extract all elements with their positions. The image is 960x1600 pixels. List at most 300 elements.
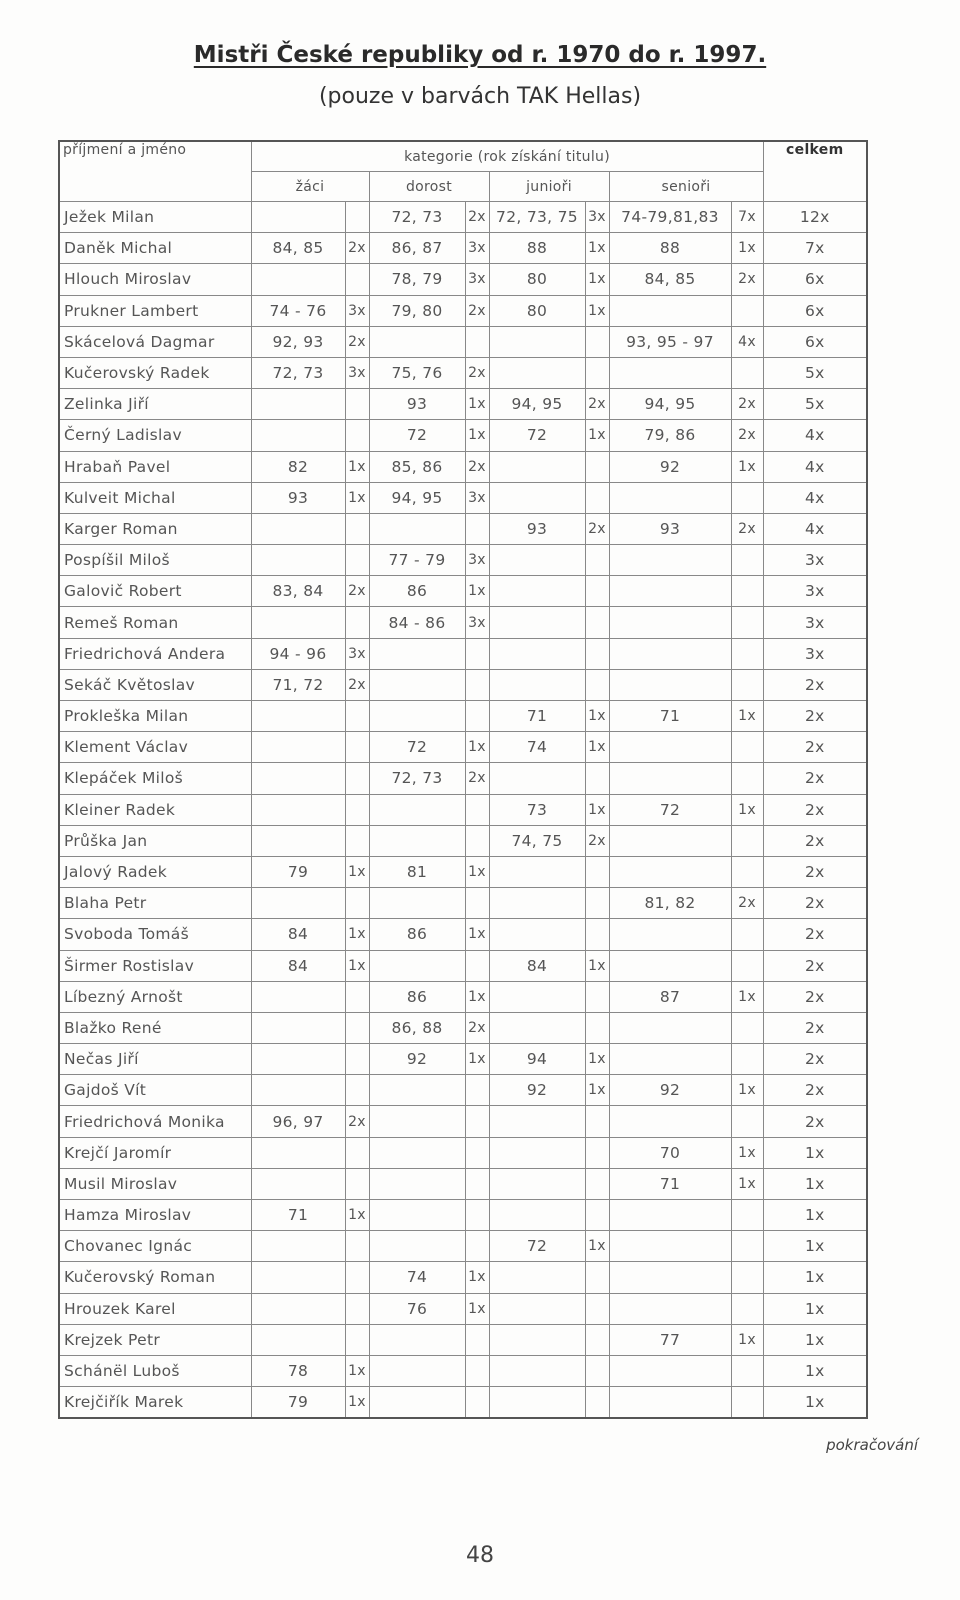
cell-dorost-years [369, 638, 465, 669]
cell-juniori-count: 1x [585, 1231, 609, 1262]
cell-total: 6x [763, 326, 867, 357]
cell-name: Skácelová Dagmar [59, 326, 251, 357]
cell-total: 2x [763, 1075, 867, 1106]
table-row [59, 1324, 867, 1355]
cell-name: Pospíšil Miloš [59, 545, 251, 576]
cell-seniori-count [731, 1231, 763, 1262]
cell-name: Kučerovský Radek [59, 357, 251, 388]
cell-juniori-years [489, 1355, 585, 1386]
cell-total: 2x [763, 1044, 867, 1075]
cell-juniori-years: 73 [489, 794, 585, 825]
cell-total: 1x [763, 1137, 867, 1168]
cell-dorost-count: 1x [465, 856, 489, 887]
cell-total: 2x [763, 919, 867, 950]
cell-seniori-years: 87 [609, 981, 731, 1012]
header-total: celkem [763, 141, 867, 202]
cell-zaci-count: 2x [345, 1106, 369, 1137]
table-row [59, 1355, 867, 1386]
cell-zaci-count: 1x [345, 482, 369, 513]
cell-juniori-count: 1x [585, 1044, 609, 1075]
cell-dorost-years: 86 [369, 576, 465, 607]
cell-seniori-count [731, 607, 763, 638]
cell-total: 2x [763, 825, 867, 856]
cell-seniori-years: 81, 82 [609, 888, 731, 919]
cell-seniori-count: 1x [731, 233, 763, 264]
cell-juniori-years [489, 576, 585, 607]
cell-juniori-count [585, 1293, 609, 1324]
cell-seniori-count [731, 856, 763, 887]
cell-total: 1x [763, 1293, 867, 1324]
cell-zaci-years [251, 981, 345, 1012]
table-row [59, 919, 867, 950]
cell-zaci-count [345, 1262, 369, 1293]
table-row [59, 513, 867, 544]
cell-juniori-years [489, 1293, 585, 1324]
cell-juniori-count: 1x [585, 264, 609, 295]
table-row [59, 1044, 867, 1075]
cell-zaci-count [345, 1075, 369, 1106]
cell-dorost-count: 3x [465, 264, 489, 295]
cell-seniori-years [609, 638, 731, 669]
cell-name: Zelinka Jiří [59, 389, 251, 420]
table-row [59, 295, 867, 326]
cell-juniori-count [585, 638, 609, 669]
cell-zaci-count [345, 545, 369, 576]
champions-table [58, 140, 868, 1419]
cell-zaci-years: 84, 85 [251, 233, 345, 264]
cell-total: 2x [763, 856, 867, 887]
cell-dorost-count: 3x [465, 233, 489, 264]
cell-zaci-count: 1x [345, 1200, 369, 1231]
cell-zaci-count [345, 513, 369, 544]
cell-juniori-count: 2x [585, 825, 609, 856]
cell-zaci-years: 71 [251, 1200, 345, 1231]
cell-dorost-count [465, 1106, 489, 1137]
cell-name: Klepáček Miloš [59, 763, 251, 794]
cell-seniori-count [731, 950, 763, 981]
cell-seniori-years [609, 1044, 731, 1075]
cell-seniori-years [609, 856, 731, 887]
cell-seniori-years [609, 919, 731, 950]
cell-juniori-count [585, 763, 609, 794]
table-row [59, 545, 867, 576]
cell-zaci-years [251, 1012, 345, 1043]
cell-zaci-count [345, 1137, 369, 1168]
cell-juniori-count [585, 1355, 609, 1386]
cell-seniori-years [609, 1262, 731, 1293]
cell-juniori-count [585, 451, 609, 482]
cell-juniori-count [585, 1200, 609, 1231]
cell-juniori-years [489, 607, 585, 638]
cell-dorost-years [369, 1168, 465, 1199]
cell-name: Nečas Jiří [59, 1044, 251, 1075]
cell-seniori-count [731, 763, 763, 794]
cell-zaci-years [251, 1293, 345, 1324]
cell-dorost-count [465, 1387, 489, 1419]
cell-total: 4x [763, 451, 867, 482]
cell-total: 2x [763, 669, 867, 700]
cell-dorost-count [465, 701, 489, 732]
cell-zaci-years: 74 - 76 [251, 295, 345, 326]
table-row [59, 794, 867, 825]
cell-zaci-years [251, 389, 345, 420]
cell-juniori-years: 74, 75 [489, 825, 585, 856]
cell-dorost-years: 72 [369, 732, 465, 763]
cell-juniori-count [585, 919, 609, 950]
table-row [59, 389, 867, 420]
cell-seniori-count [731, 669, 763, 700]
cell-name: Líbezný Arnošt [59, 981, 251, 1012]
cell-zaci-count [345, 763, 369, 794]
cell-zaci-years [251, 763, 345, 794]
cell-juniori-years [489, 669, 585, 700]
cell-seniori-count [731, 576, 763, 607]
cell-zaci-count: 1x [345, 856, 369, 887]
cell-juniori-count: 1x [585, 1075, 609, 1106]
cell-juniori-years: 72 [489, 420, 585, 451]
cell-zaci-count [345, 389, 369, 420]
cell-juniori-count: 1x [585, 950, 609, 981]
cell-juniori-years [489, 326, 585, 357]
cell-name: Kulveit Michal [59, 482, 251, 513]
cell-dorost-years: 72, 73 [369, 202, 465, 233]
cell-juniori-count [585, 576, 609, 607]
cell-seniori-count [731, 1200, 763, 1231]
cell-name: Průška Jan [59, 825, 251, 856]
cell-dorost-years: 94, 95 [369, 482, 465, 513]
cell-seniori-years [609, 1012, 731, 1043]
cell-juniori-years [489, 1168, 585, 1199]
cell-juniori-count: 1x [585, 233, 609, 264]
table-row [59, 326, 867, 357]
cell-juniori-years [489, 1262, 585, 1293]
cell-dorost-count [465, 1355, 489, 1386]
cell-juniori-years [489, 1012, 585, 1043]
table-row [59, 1231, 867, 1262]
cell-dorost-count [465, 1137, 489, 1168]
cell-juniori-years [489, 1137, 585, 1168]
table-row [59, 1262, 867, 1293]
cell-juniori-count [585, 607, 609, 638]
cell-dorost-years: 86 [369, 919, 465, 950]
cell-dorost-count [465, 1324, 489, 1355]
cell-dorost-years [369, 669, 465, 700]
cell-seniori-years: 92 [609, 451, 731, 482]
cell-zaci-count [345, 1324, 369, 1355]
cell-zaci-years: 71, 72 [251, 669, 345, 700]
cell-name: Karger Roman [59, 513, 251, 544]
cell-total: 2x [763, 1012, 867, 1043]
cell-seniori-count [731, 482, 763, 513]
cell-seniori-years: 88 [609, 233, 731, 264]
cell-seniori-count: 1x [731, 1324, 763, 1355]
cell-seniori-count: 2x [731, 513, 763, 544]
cell-seniori-count [731, 825, 763, 856]
cell-name: Ježek Milan [59, 202, 251, 233]
cell-juniori-years [489, 1200, 585, 1231]
cell-total: 12x [763, 202, 867, 233]
cell-zaci-years [251, 1075, 345, 1106]
cell-dorost-years [369, 1137, 465, 1168]
cell-total: 1x [763, 1168, 867, 1199]
cell-juniori-count: 1x [585, 295, 609, 326]
cell-juniori-years [489, 763, 585, 794]
cell-dorost-count: 2x [465, 295, 489, 326]
cell-zaci-count: 3x [345, 357, 369, 388]
cell-seniori-years: 92 [609, 1075, 731, 1106]
cell-dorost-years: 79, 80 [369, 295, 465, 326]
cell-seniori-years [609, 763, 731, 794]
cell-juniori-years: 94 [489, 1044, 585, 1075]
cell-juniori-count [585, 545, 609, 576]
cell-name: Galovič Robert [59, 576, 251, 607]
cell-juniori-count [585, 888, 609, 919]
cell-juniori-count: 2x [585, 389, 609, 420]
cell-total: 2x [763, 763, 867, 794]
cell-seniori-years [609, 1355, 731, 1386]
cell-dorost-years: 85, 86 [369, 451, 465, 482]
cell-seniori-years [609, 482, 731, 513]
cell-zaci-years [251, 1168, 345, 1199]
cell-seniori-count [731, 1262, 763, 1293]
cell-dorost-years [369, 888, 465, 919]
cell-dorost-count: 1x [465, 732, 489, 763]
cell-zaci-years: 82 [251, 451, 345, 482]
cell-juniori-years [489, 1106, 585, 1137]
cell-dorost-years: 86, 88 [369, 1012, 465, 1043]
cell-name: Schánël Luboš [59, 1355, 251, 1386]
table-row [59, 856, 867, 887]
cell-dorost-years [369, 794, 465, 825]
table-row [59, 482, 867, 513]
table-row [59, 638, 867, 669]
cell-juniori-years [489, 981, 585, 1012]
cell-name: Širmer Rostislav [59, 950, 251, 981]
cell-name: Krejčiřík Marek [59, 1387, 251, 1419]
cell-dorost-years [369, 1200, 465, 1231]
cell-seniori-years [609, 732, 731, 763]
cell-seniori-count: 1x [731, 451, 763, 482]
continuation-note: pokračování [826, 1436, 918, 1454]
cell-juniori-count [585, 1137, 609, 1168]
cell-zaci-count [345, 420, 369, 451]
cell-zaci-count: 1x [345, 1387, 369, 1419]
cell-zaci-count [345, 1293, 369, 1324]
cell-total: 2x [763, 701, 867, 732]
cell-juniori-years: 80 [489, 295, 585, 326]
table-row [59, 420, 867, 451]
cell-zaci-count [345, 264, 369, 295]
cell-juniori-years [489, 1387, 585, 1419]
page-title [0, 42, 960, 68]
cell-zaci-count: 3x [345, 638, 369, 669]
cell-seniori-years [609, 1200, 731, 1231]
cell-seniori-count: 4x [731, 326, 763, 357]
cell-dorost-years: 75, 76 [369, 357, 465, 388]
cell-zaci-years [251, 202, 345, 233]
cell-juniori-count [585, 326, 609, 357]
cell-zaci-years [251, 1324, 345, 1355]
cell-juniori-count: 3x [585, 202, 609, 233]
table-row [59, 357, 867, 388]
cell-dorost-count [465, 794, 489, 825]
cell-zaci-count: 1x [345, 1355, 369, 1386]
cell-zaci-count: 1x [345, 950, 369, 981]
cell-total: 6x [763, 295, 867, 326]
cell-juniori-years: 71 [489, 701, 585, 732]
cell-zaci-count: 1x [345, 451, 369, 482]
cell-dorost-years [369, 950, 465, 981]
table-row [59, 763, 867, 794]
cell-seniori-count: 7x [731, 202, 763, 233]
cell-seniori-years [609, 607, 731, 638]
table-row [59, 233, 867, 264]
cell-dorost-years: 78, 79 [369, 264, 465, 295]
table-row [59, 451, 867, 482]
cell-seniori-years: 93, 95 - 97 [609, 326, 731, 357]
cell-name: Blaha Petr [59, 888, 251, 919]
cell-seniori-years [609, 357, 731, 388]
cell-dorost-years: 93 [369, 389, 465, 420]
cell-zaci-count [345, 202, 369, 233]
cell-name: Chovanec Ignác [59, 1231, 251, 1262]
cell-zaci-years [251, 513, 345, 544]
cell-zaci-years: 96, 97 [251, 1106, 345, 1137]
cell-juniori-count [585, 357, 609, 388]
table-row [59, 1137, 867, 1168]
cell-seniori-years [609, 576, 731, 607]
cell-juniori-count [585, 1168, 609, 1199]
cell-zaci-count [345, 888, 369, 919]
cell-dorost-years: 84 - 86 [369, 607, 465, 638]
table-row [59, 1075, 867, 1106]
table-row [59, 1012, 867, 1043]
cell-zaci-count: 2x [345, 326, 369, 357]
table-row [59, 1293, 867, 1324]
cell-total: 2x [763, 950, 867, 981]
cell-dorost-count [465, 513, 489, 544]
cell-total: 1x [763, 1231, 867, 1262]
cell-seniori-count [731, 1355, 763, 1386]
cell-seniori-years: 84, 85 [609, 264, 731, 295]
cell-dorost-count: 1x [465, 919, 489, 950]
cell-dorost-count [465, 1231, 489, 1262]
cell-seniori-count [731, 1387, 763, 1419]
cell-name: Musil Miroslav [59, 1168, 251, 1199]
cell-seniori-years: 74-79,81,83 [609, 202, 731, 233]
cell-dorost-years [369, 1106, 465, 1137]
cell-juniori-years [489, 545, 585, 576]
cell-dorost-count: 2x [465, 451, 489, 482]
header-dorost: dorost [369, 172, 489, 202]
cell-zaci-years [251, 420, 345, 451]
cell-dorost-years [369, 1231, 465, 1262]
cell-total: 1x [763, 1262, 867, 1293]
cell-zaci-years [251, 888, 345, 919]
cell-dorost-count [465, 950, 489, 981]
cell-total: 2x [763, 1106, 867, 1137]
cell-zaci-count [345, 1231, 369, 1262]
cell-name: Krejčí Jaromír [59, 1137, 251, 1168]
cell-juniori-count [585, 669, 609, 700]
cell-zaci-years: 84 [251, 950, 345, 981]
cell-juniori-years: 72, 73, 75 [489, 202, 585, 233]
page-number: 48 [466, 1543, 494, 1568]
cell-seniori-years: 72 [609, 794, 731, 825]
cell-zaci-years [251, 1262, 345, 1293]
cell-total: 1x [763, 1355, 867, 1386]
cell-juniori-years: 80 [489, 264, 585, 295]
cell-seniori-count [731, 1044, 763, 1075]
cell-dorost-count [465, 825, 489, 856]
cell-seniori-years [609, 295, 731, 326]
cell-juniori-count [585, 1387, 609, 1419]
cell-total: 4x [763, 513, 867, 544]
cell-zaci-years: 78 [251, 1355, 345, 1386]
cell-total: 2x [763, 732, 867, 763]
cell-zaci-count: 1x [345, 919, 369, 950]
cell-zaci-count [345, 981, 369, 1012]
cell-name: Černý Ladislav [59, 420, 251, 451]
cell-zaci-count: 2x [345, 669, 369, 700]
cell-name: Jalový Radek [59, 856, 251, 887]
cell-zaci-years: 94 - 96 [251, 638, 345, 669]
cell-juniori-years: 84 [489, 950, 585, 981]
cell-seniori-years: 77 [609, 1324, 731, 1355]
cell-seniori-count [731, 545, 763, 576]
cell-juniori-count: 2x [585, 513, 609, 544]
cell-name: Klement Václav [59, 732, 251, 763]
cell-zaci-count [345, 607, 369, 638]
cell-zaci-years [251, 794, 345, 825]
cell-total: 1x [763, 1324, 867, 1355]
cell-juniori-count [585, 981, 609, 1012]
cell-zaci-years [251, 1044, 345, 1075]
header-category: kategorie (rok získání titulu) [251, 141, 763, 172]
cell-zaci-years [251, 701, 345, 732]
cell-seniori-years [609, 669, 731, 700]
table-row [59, 1106, 867, 1137]
cell-name: Gajdoš Vít [59, 1075, 251, 1106]
cell-seniori-count: 1x [731, 794, 763, 825]
cell-dorost-count [465, 669, 489, 700]
cell-juniori-years: 92 [489, 1075, 585, 1106]
header-seniori: senioři [609, 172, 763, 202]
cell-name: Krejzek Petr [59, 1324, 251, 1355]
cell-total: 3x [763, 607, 867, 638]
cell-juniori-years [489, 888, 585, 919]
page-subtitle: (pouze v barvách TAK Hellas) [318, 84, 642, 109]
cell-juniori-years [489, 482, 585, 513]
cell-seniori-years: 93 [609, 513, 731, 544]
cell-juniori-years [489, 1324, 585, 1355]
cell-seniori-years [609, 1231, 731, 1262]
cell-juniori-count [585, 856, 609, 887]
table-row [59, 825, 867, 856]
table-row [59, 1200, 867, 1231]
cell-dorost-count: 2x [465, 357, 489, 388]
cell-dorost-count: 1x [465, 389, 489, 420]
cell-zaci-years [251, 825, 345, 856]
cell-zaci-count [345, 1168, 369, 1199]
cell-juniori-years [489, 357, 585, 388]
cell-total: 7x [763, 233, 867, 264]
cell-juniori-years [489, 856, 585, 887]
cell-dorost-count: 3x [465, 607, 489, 638]
table-row [59, 950, 867, 981]
cell-seniori-count: 1x [731, 981, 763, 1012]
cell-juniori-count: 1x [585, 420, 609, 451]
